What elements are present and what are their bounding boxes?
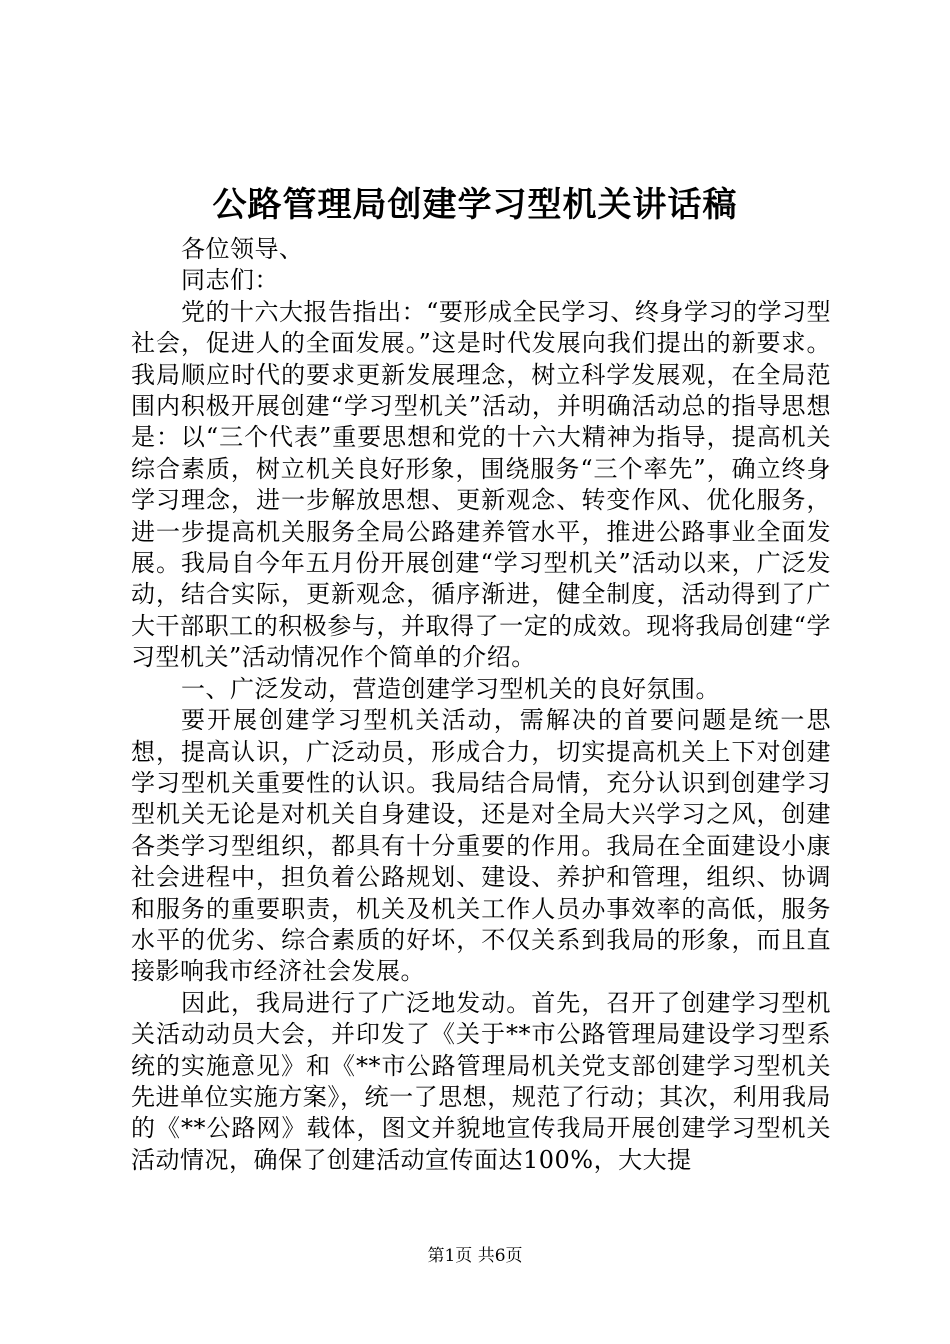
paragraph-intro: 党的十六大报告指出：“要形成全民学习、终身学习的学习型社会，促进人的全面发展。”这是时代发展向我们提出的新要求。我局顺应时代的要求更新发展理念，树立科学发展观，在全局范围内积极开展创建“学习型机关”活动，并明确活动总的指导思想是：以“三个代表”重要思想和党的十六大精神为指导，提高机关综合素质，树立机关良好形象，围绕服务“三个率先”，确立终身学习理念，进一步解放思想、更新观念、转变作风、优化服务，进一步提高机关服务全局公路建养管水平，推进公路事业全面发展。我局自今年五月份开展创建“学习型机关”活动以来，广泛发动，结合实际，更新观念，循序渐进，健全制度，活动得到了广大干部职工的积极参与，并取得了一定的成效。现将我局创建“学习型机关”活动情况作个简单的介绍。 [131, 297, 831, 672]
paragraph-mobilization: 因此，我局进行了广泛地发动。首先，召开了创建学习型机关活动动员大会，并印发了《关于**市公路管理局建设学习型系统的实施意见》和《**市公路管理局机关党支部创建学习型机关先进单位实施方案》，统一了思想，规范了行动；其次，利用我局的《**公路网》载体，图文并貌地宣传我局开展创建学习型机关活动情况，确保了创建活动宣传面达100%，大大提 [131, 988, 831, 1174]
page-footer: 第1页 共6页 [427, 1246, 523, 1266]
section-heading-1: 一、广泛发动，营造创建学习型机关的良好氛围。 [181, 674, 720, 703]
document-title: 公路管理局创建学习型机关讲话稿 [212, 185, 738, 225]
document-body [131, 234, 831, 1176]
salutation-leaders: 各位领导、 [181, 235, 304, 263]
salutation-comrades: 同志们： [181, 266, 279, 295]
paragraph-section-1: 要开展创建学习型机关活动，需解决的首要问题是统一思想，提高认识，广泛动员，形成合力，切实提高机关上下对创建学习型机关重要性的认识。我局结合局情，充分认识到创建学习型机关无论是对机关自身建设，还是对全局大兴学习之风，创建各类学习型组织，都具有十分重要的作用。我局在全面建设小康社会进程中，担负着公路规划、建设、养护和管理，组织、协调和服务的重要职责，机关及机关工作人员办事效率的高低，服务水平的优劣、综合素质的好坏，不仅关系到我局的形象，而且直接影响我市经济社会发展。 [131, 706, 831, 986]
